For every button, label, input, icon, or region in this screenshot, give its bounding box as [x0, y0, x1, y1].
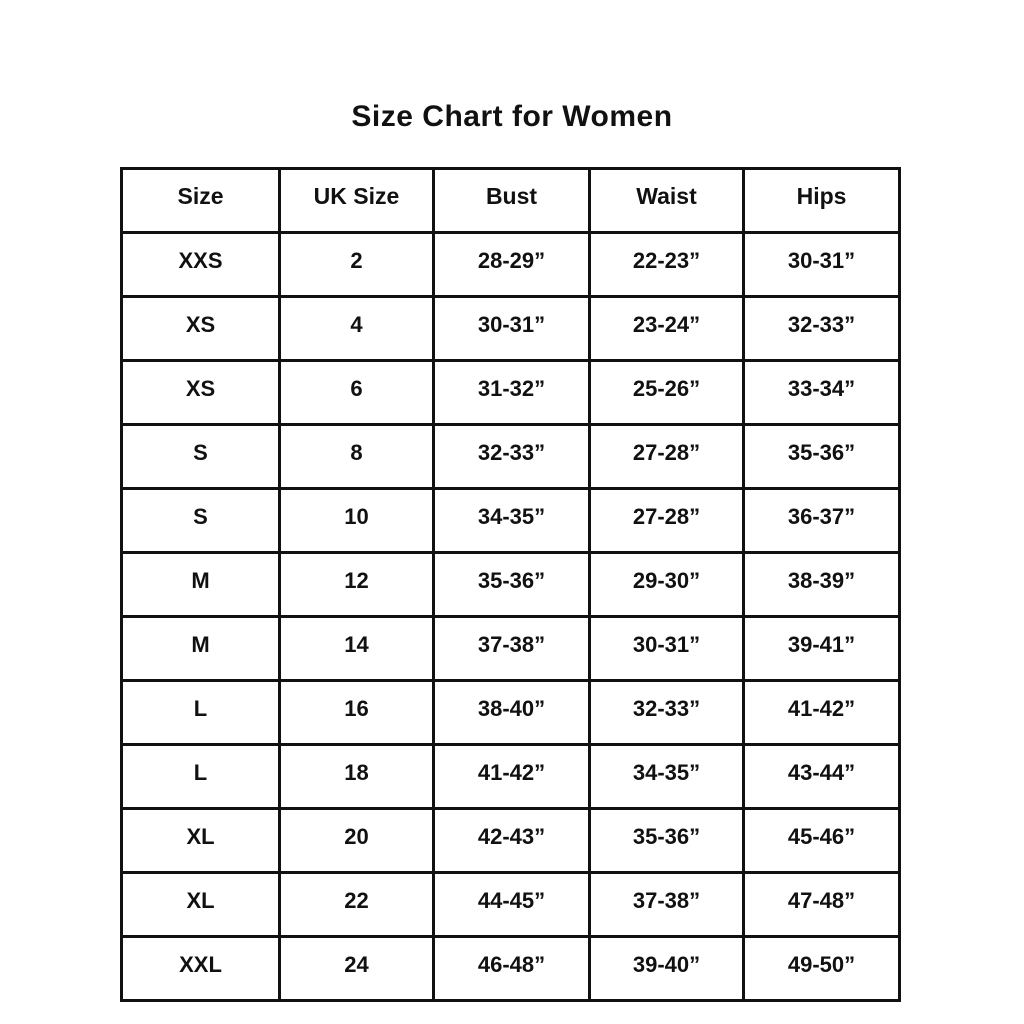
page-title: Size Chart for Women	[351, 100, 673, 133]
table-cell: XS	[122, 361, 280, 425]
table-cell: 31-32”	[434, 361, 590, 425]
size-chart-table	[120, 167, 901, 1002]
table-cell: 34-35”	[434, 489, 590, 553]
table-cell: 38-40”	[434, 681, 590, 745]
table-cell: 30-31”	[434, 297, 590, 361]
table-cell: 32-33”	[744, 297, 900, 361]
table-row	[122, 937, 900, 1001]
table-cell: M	[122, 553, 280, 617]
table-cell: 47-48”	[744, 873, 900, 937]
table-cell: 33-34”	[744, 361, 900, 425]
column-header: UK Size	[280, 169, 434, 233]
table-cell: M	[122, 617, 280, 681]
table-cell: 22-23”	[590, 233, 744, 297]
table-cell: 43-44”	[744, 745, 900, 809]
table-cell: 34-35”	[590, 745, 744, 809]
table-row	[122, 361, 900, 425]
table-cell: 27-28”	[590, 425, 744, 489]
table-cell: 45-46”	[744, 809, 900, 873]
table-row	[122, 617, 900, 681]
table-cell: S	[122, 489, 280, 553]
table-cell: 44-45”	[434, 873, 590, 937]
table-cell: 2	[280, 233, 434, 297]
table-cell: 41-42”	[744, 681, 900, 745]
table-cell: 38-39”	[744, 553, 900, 617]
table-cell: 42-43”	[434, 809, 590, 873]
table-cell: 14	[280, 617, 434, 681]
table-cell: 25-26”	[590, 361, 744, 425]
table-cell: 18	[280, 745, 434, 809]
table-cell: 28-29”	[434, 233, 590, 297]
table-cell: 35-36”	[434, 553, 590, 617]
table-cell: 22	[280, 873, 434, 937]
table-cell: 37-38”	[590, 873, 744, 937]
table-header-row	[122, 169, 900, 233]
table-cell: 23-24”	[590, 297, 744, 361]
table-cell: 27-28”	[590, 489, 744, 553]
column-header: Size	[122, 169, 280, 233]
table-cell: XXL	[122, 937, 280, 1001]
table-cell: 10	[280, 489, 434, 553]
table-cell: 24	[280, 937, 434, 1001]
table-cell: 49-50”	[744, 937, 900, 1001]
table-cell: 16	[280, 681, 434, 745]
table-cell: 30-31”	[590, 617, 744, 681]
table-cell: 36-37”	[744, 489, 900, 553]
table-row	[122, 745, 900, 809]
table-row	[122, 297, 900, 361]
table-row	[122, 809, 900, 873]
table-cell: 46-48”	[434, 937, 590, 1001]
table-cell: 39-40”	[590, 937, 744, 1001]
table-cell: 4	[280, 297, 434, 361]
table-cell: XL	[122, 873, 280, 937]
table-cell: 30-31”	[744, 233, 900, 297]
table-row	[122, 425, 900, 489]
table-cell: 35-36”	[744, 425, 900, 489]
table-cell: 39-41”	[744, 617, 900, 681]
table-body	[122, 233, 900, 1001]
table-cell: L	[122, 745, 280, 809]
column-header: Bust	[434, 169, 590, 233]
table-row	[122, 233, 900, 297]
table-cell: 35-36”	[590, 809, 744, 873]
table-cell: 32-33”	[590, 681, 744, 745]
table-cell: 37-38”	[434, 617, 590, 681]
table-cell: XXS	[122, 233, 280, 297]
table-cell: 41-42”	[434, 745, 590, 809]
table-cell: 12	[280, 553, 434, 617]
table-cell: 20	[280, 809, 434, 873]
table-cell: 8	[280, 425, 434, 489]
table-cell: S	[122, 425, 280, 489]
table-cell: L	[122, 681, 280, 745]
table-cell: XS	[122, 297, 280, 361]
table-cell: 29-30”	[590, 553, 744, 617]
column-header: Hips	[744, 169, 900, 233]
table-row	[122, 489, 900, 553]
column-header: Waist	[590, 169, 744, 233]
table-cell: 32-33”	[434, 425, 590, 489]
table-cell: 6	[280, 361, 434, 425]
table-row	[122, 873, 900, 937]
table-row	[122, 681, 900, 745]
table-row	[122, 553, 900, 617]
table-header	[122, 169, 900, 233]
table-cell: XL	[122, 809, 280, 873]
